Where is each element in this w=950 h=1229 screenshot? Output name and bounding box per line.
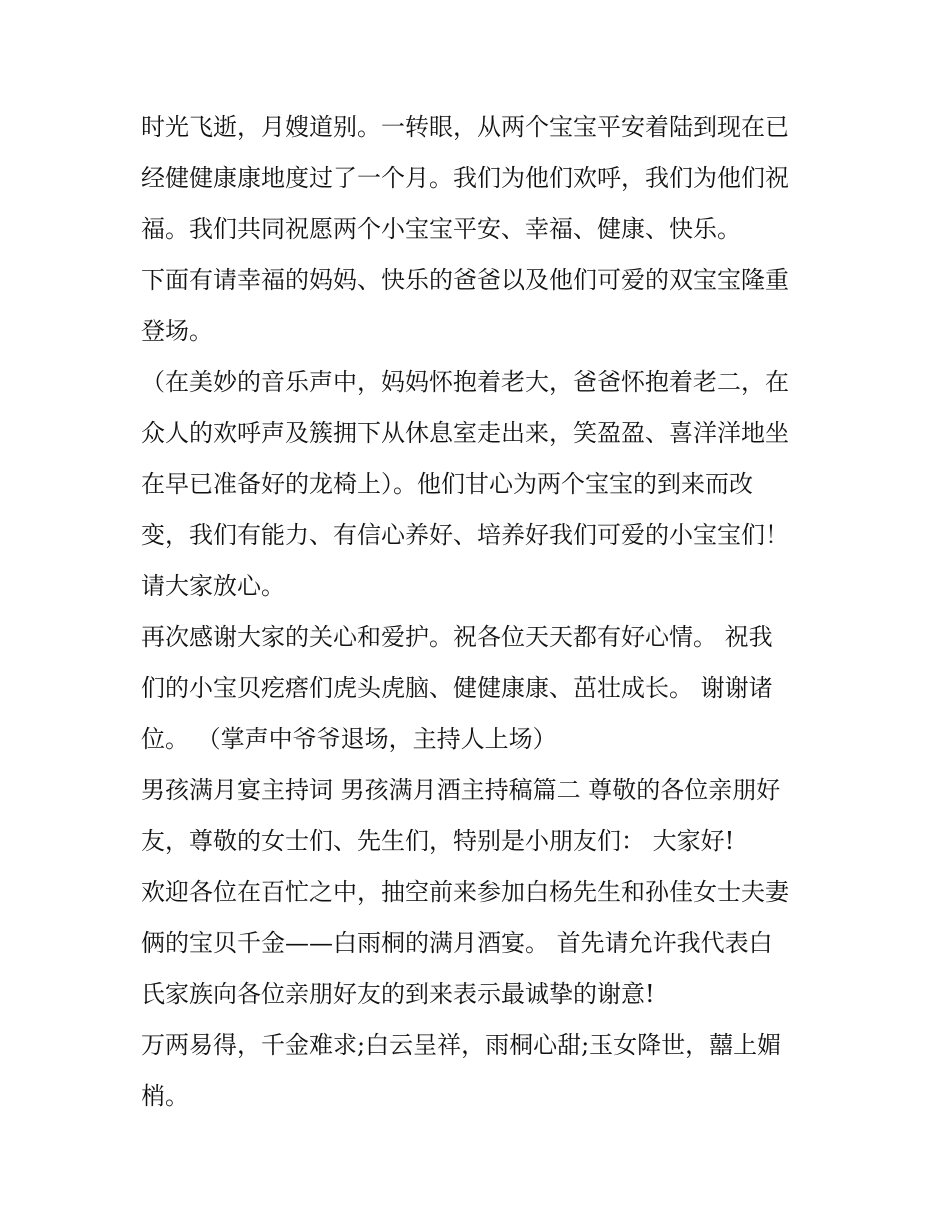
- text-line: 再次感谢大家的关心和爱护。祝各位天天都有好心情。 祝我: [141, 623, 773, 651]
- text-line: 氏家族向各位亲朋好友的到来表示最诚挚的谢意!: [141, 980, 655, 1008]
- text-line: 在早已准备好的龙椅上）。他们甘心为两个宝宝的到来而改: [141, 470, 753, 498]
- text-line: 福。我们共同祝愿两个小宝宝平安、幸福、健康、快乐。: [141, 215, 741, 243]
- text-line: 欢迎各位在百忙之中，抽空前来参加白杨先生和孙佳女士夫妻: [141, 878, 789, 906]
- text-line: 请大家放心。: [141, 572, 285, 600]
- text-line: 下面有请幸福的妈妈、快乐的爸爸以及他们可爱的双宝宝隆重: [141, 266, 789, 294]
- text-line: 变，我们有能力、有信心养好、培养好我们可爱的小宝宝们！: [141, 521, 789, 549]
- text-line: 登场。: [141, 317, 213, 345]
- text-line: 时光飞逝，月嫂道别。一转眼，从两个宝宝平安着陆到现在已: [141, 113, 789, 141]
- text-line: 万两易得，千金难求;白云呈祥，雨桐心甜;玉女降世，囍上媚: [141, 1031, 782, 1059]
- text-line: 经健健康康地度过了一个月。我们为他们欢呼，我们为他们祝: [141, 164, 789, 192]
- text-line: 众人的欢呼声及簇拥下从休息室走出来，笑盈盈、喜洋洋地坐: [141, 419, 789, 447]
- document-body: [141, 102, 821, 1122]
- text-line: 们的小宝贝疙瘩们虎头虎脑、健健康康、茁壮成长。 谢谢诸: [141, 674, 773, 702]
- text-line: 位。 （掌声中爷爷退场，主持人上场）: [141, 725, 557, 753]
- text-line: 友，尊敬的女士们、先生们，特别是小朋友们： 大家好!: [141, 827, 735, 855]
- text-line: 俩的宝贝千金——白雨桐的满月酒宴。 首先请允许我代表白: [141, 929, 773, 957]
- text-line: 男孩满月宴主持词 男孩满月酒主持稿篇二 尊敬的各位亲朋好: [141, 776, 781, 804]
- text-line: （在美妙的音乐声中，妈妈怀抱着老大，爸爸怀抱着老二，在: [141, 368, 789, 396]
- text-line: 梢。: [141, 1082, 189, 1110]
